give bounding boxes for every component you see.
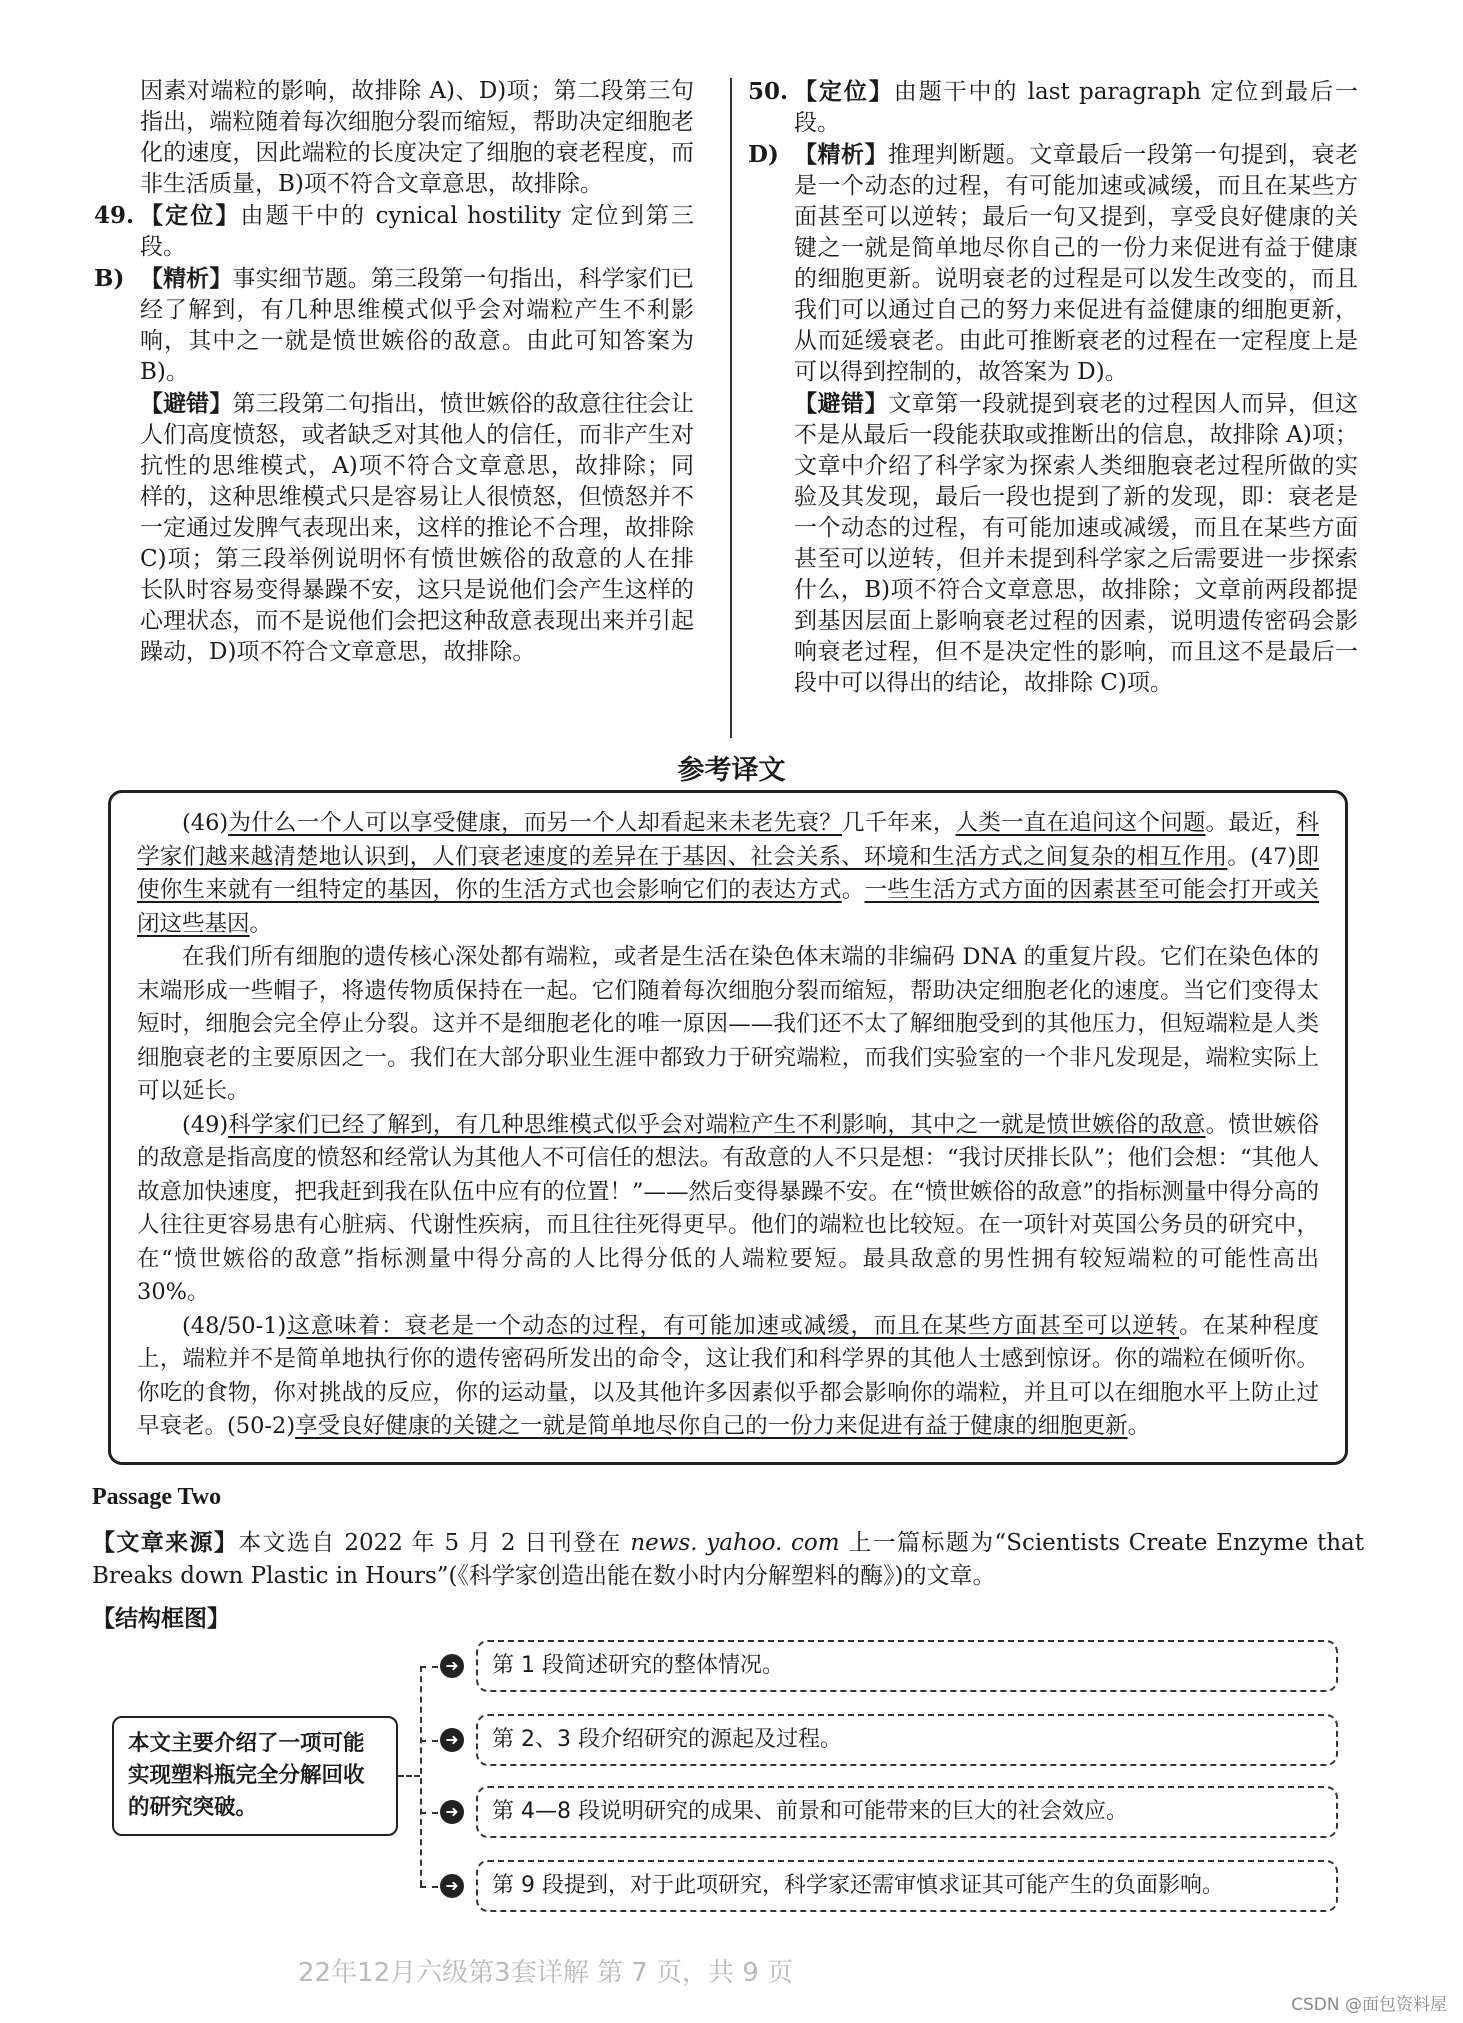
text: 。愤世嫉俗的敌意是指高度的愤怒和经常认为其他人不可信任的想法。有敌意的人不只是想：“我讨厌排长队”；他们会想：“其他人故意加快速度，把我赶到我在队伍中应有的位置！”——然后变得暴躁不安。在“愤世嫉俗的敌意”的指标测量中得分高的人往往更容易患有心脏病、代谢性疾病，而且往往死得更早。他们的端粒也比较短。在一项针对英国公务员的研究中，在“愤世嫉俗的敌意”指标测量中得分高的人比得分低的人端粒要短。最具敌意的男性拥有较短端粒的可能性高出 30%。 xyxy=(137,1111,1320,1305)
underlined-q50: 享受良好健康的关键之一就是简单地尽你自己的一份力来促进有益于健康的细胞更新 xyxy=(295,1413,1128,1439)
connector-vertical xyxy=(420,1666,422,1886)
underlined-q49: 科学家们已经了解到，有几种思维模式似乎会对端粒产生不利影响，其中之一就是愤世嫉俗的敌意 xyxy=(228,1111,1206,1138)
branch-2 xyxy=(420,1740,438,1742)
q49-answer: B) xyxy=(94,265,125,292)
text: 。 xyxy=(249,910,273,937)
marker-46: (46) xyxy=(182,810,229,836)
source-tag: 【文章来源】 xyxy=(92,1529,239,1556)
q50-analysis-line xyxy=(748,139,1358,388)
arrow-right-circle-icon: ➜ xyxy=(440,1728,464,1752)
structure-node-4: 第 9 段提到，对于此项研究，科学家还需审慎求证其可能产生的负面影响。 xyxy=(476,1860,1338,1912)
source-site: news. yahoo. com xyxy=(630,1530,840,1556)
q50-locate-line xyxy=(748,76,1358,139)
translation-p4 xyxy=(137,1310,1319,1444)
q49-analysis-text: 事实细节题。第三段第一句指出，科学家们已经了解到，有几种思维模式似乎会对端粒产生不利影响，其中之一就是愤世嫉俗的敌意。由此可知答案为 B)。 xyxy=(140,266,695,385)
translation-title: 参考译文 xyxy=(677,755,786,786)
translation-p1 xyxy=(137,807,1319,941)
q49-avoid-tag: 【避错】 xyxy=(140,390,233,417)
watermark: CSDN @面包资料屋 xyxy=(1291,1995,1447,2015)
q49-locate-tag: 【定位】 xyxy=(140,202,241,229)
branch-4 xyxy=(420,1886,438,1888)
passage-two-heading: Passage Two xyxy=(92,1484,222,1510)
q50-avoid-text: 文章第一段就提到衰老的过程因人而异，但这不是从最后一段能获取或推断出的信息，故排除 A)项；文章中介绍了科学家为探索人类细胞衰老过程所做的实验及其发现，最后一段也提到了新的发现，即：衰老是一个动态的过程，有可能加速或减缓，而且在某些方面甚至可以逆转，但并未提到科学家之后需要进一步探索什么，B)项不符合文章意思，故排除；文章前两段都提到基因层面上影响衰老过程的因素，说明遗传密码会影响衰老过程，但不是决定性的影响，而且这不是最后一段中可以得出的结论，故排除 C)项。 xyxy=(794,391,1359,696)
text: 。在某种程度上，端粒并不是简单地执行你的遗传密码所发出的命令，这让我们和科学界的其他人士感到惊讶。你的端粒在倾听你。你吃的食物，你对挑战的反应，你的运动量，以及其他许多因素似乎都会影响你的端粒，并且可以在细胞水平上防止过早衰老。(50-2) xyxy=(137,1312,1319,1439)
q50-number: 50. xyxy=(748,78,789,105)
q49-avoid-text: 第三段第二句指出，愤世嫉俗的敌意往往会让人们高度愤怒，或者缺乏对其他人的信任，而非产生对抗性的思维模式，A)项不符合文章意思，故排除；同样的，这种思维模式只是容易让人很愤怒，但愤怒并不一定通过发脾气表现出来，这样的推论不合理，故排除 C)项；第三段举例说明怀有愤世嫉俗的敌意的人在排长队时容易变得暴躁不安，这只是说他们会产生这样的心理状态，而不是说他们会把这种敌意表现出来并引起躁动，D)项不符合文章意思，故排除。 xyxy=(140,391,695,665)
q50-answer: D) xyxy=(748,141,779,168)
q50-analysis-text: 推理判断题。文章最后一段第一句提到，衰老是一个动态的过程，有可能加速或减缓，而且在某些方面甚至可以逆转；最后一句又提到，享受良好健康的关键之一就是简单地尽你自己的一份力来促进有益于健康的细胞更新。说明衰老的过程是可以发生改变的，而且我们可以通过自己的努力来促进有益健康的细胞更新，从而延缓衰老。由此可推断衰老的过程在一定程度上是可以得到控制的，故答案为 D)。 xyxy=(794,142,1359,385)
connector-main xyxy=(398,1775,420,1777)
source-text-1: 本文选自 2022 年 5 月 2 日刊登在 xyxy=(238,1530,631,1556)
text: 。 xyxy=(1127,1413,1151,1439)
left-column xyxy=(94,76,694,668)
arrow-right-circle-icon: ➜ xyxy=(440,1654,464,1678)
q50-locate-text: 由题干中的 last paragraph 定位到最后一段。 xyxy=(794,79,1359,136)
arrow-right-circle-icon: ➜ xyxy=(440,1874,464,1898)
structure-label: 【结构框图】 xyxy=(92,1606,230,1632)
q49-locate-line xyxy=(94,200,694,263)
structure-node-1: 第 1 段简述研究的整体情况。 xyxy=(476,1640,1338,1692)
underlined-q46: 为什么一个人可以享受健康，而另一个人却看起来未老先衰？ xyxy=(228,810,842,836)
q50-locate-tag: 【定位】 xyxy=(794,78,894,105)
left-p1: 因素对端粒的影响，故排除 A)、D)项；第二段第三句指出，端粒随着每次细胞分裂而缩短，帮助决定细胞老化的速度，因此端粒的长度决定了细胞的衰老程度，而非生活质量，B)项不符合文章意思，故排除。 xyxy=(140,78,694,197)
q49-number: 49. xyxy=(94,202,135,229)
underlined-q47: 即使你生来就有一组特定的基因，你的生活方式也会影响它们的表达方式 xyxy=(137,843,1319,903)
underlined-text: 科学家们越来越清楚地认识到，人们衰老速度的差异在于基因、社会关系、环境和生活方式之间复杂的相互作用 xyxy=(137,810,1319,870)
translation-p2: 在我们所有细胞的遗传核心深处都有端粒，或者是生活在染色体末端的非编码 DNA 的重复片段。它们在染色体的末端形成一些帽子，将遗传物质保持在一起。它们随着每次细胞分裂而缩短，帮助决定细胞老化的速度。当它们变得太短时，细胞会完全停止分裂。这并不是细胞老化的唯一原因——我们还不太了解细胞受到的其他压力，但短端粒是人类细胞衰老的主要原因之一。我们在大部分职业生涯中都致力于研究端粒，而我们实验室的一个非凡发现是，端粒实际上可以延长。 xyxy=(137,944,1319,1104)
page-footer: 22年12月六级第3套详解 第 7 页，共 9 页 xyxy=(298,1958,794,1988)
marker-48-50: (48/50-1) xyxy=(182,1312,287,1339)
structure-node-3: 第 4—8 段说明研究的成果、前景和可能带来的巨大的社会效应。 xyxy=(476,1786,1338,1838)
text: 几千年来， xyxy=(841,810,956,836)
q49-locate-text: 由题干中的 cynical hostility 定位到第三段。 xyxy=(140,203,694,260)
right-column xyxy=(748,76,1358,699)
translation-box xyxy=(108,790,1348,1465)
q50-avoid-tag: 【避错】 xyxy=(794,390,889,417)
column-divider xyxy=(730,78,732,738)
translation-p3 xyxy=(137,1109,1319,1310)
branch-3 xyxy=(420,1812,438,1814)
source-text-2: 上一篇标题为“Scientists Create Enzyme that Breaks down Plastic in Hours”(《科学家创造出能在数小时内分解塑料的酶》)的文章。 xyxy=(92,1530,1364,1589)
branch-1 xyxy=(420,1666,438,1668)
q50-analysis-tag: 【精析】 xyxy=(794,141,889,168)
q49-analysis-tag: 【精析】 xyxy=(140,265,233,292)
summary-box: 本文主要介绍了一项可能实现塑料瓶完全分解回收的研究突破。 xyxy=(112,1716,398,1836)
underlined-text: 人类一直在追问这个问题 xyxy=(955,810,1206,836)
text: 。最近， xyxy=(1205,810,1297,836)
underlined-q48: 这意味着：衰老是一个动态的过程，有可能加速或减缓，而且在某些方面甚至可以逆转 xyxy=(286,1312,1180,1339)
structure-node-2: 第 2、3 段介绍研究的源起及过程。 xyxy=(476,1714,1338,1766)
q49-analysis-line xyxy=(94,263,694,388)
underlined-text: 一些生活方式方面的因素甚至可能会打开或关闭这些基因 xyxy=(137,877,1319,937)
marker-49: (49) xyxy=(182,1111,229,1138)
marker-47: 。(47) xyxy=(1227,843,1297,870)
article-source xyxy=(92,1526,1364,1593)
arrow-right-circle-icon: ➜ xyxy=(440,1800,464,1824)
text: 。 xyxy=(841,877,865,903)
